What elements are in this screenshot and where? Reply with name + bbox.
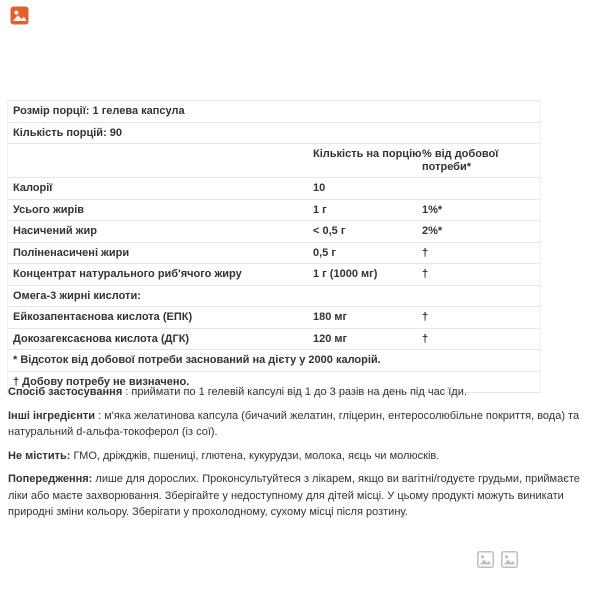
dv-column-header: % від добової потреби* (422, 148, 499, 173)
other-ingredients-label: Інші інгредієнти (8, 409, 96, 422)
footnote-daily-value: * Відсоток від добової потреби заснований на дієту у 2000 калорій. (8, 349, 540, 371)
table-row-omega3-heading: Омега-3 жирні кислоти: (8, 285, 540, 307)
directions-label: Спосіб застосування (8, 386, 123, 398)
warnings-label: Попередження: (8, 473, 93, 485)
product-info-text (8, 384, 584, 528)
table-row-fish-oil-concentrate: Концентрат натурального риб'ячого жиру 1 г (1000 мг) † (8, 263, 540, 285)
image-placeholder-icon (477, 551, 494, 568)
table-header-row (8, 143, 540, 177)
amount-column-header: Кількість на порцію (313, 148, 422, 160)
image-placeholder-icon (501, 551, 518, 568)
broken-image-placeholder-icon (10, 6, 29, 25)
serving-size-text: Розмір порції: 1 гелева капсула (13, 105, 185, 117)
free-of-paragraph: Не містить: ГМО, дріжджів, пшениці, глютена, кукурудзи, молока, яєць чи молюсків. (8, 449, 440, 462)
servings-per-container-text: Кількість порцій: 90 (13, 126, 123, 139)
free-of-label: Не містить: (8, 449, 71, 462)
image-placeholders (477, 551, 518, 568)
servings-per-container-row (8, 122, 540, 144)
footnote-dagger: † Добову потребу не визначено. (8, 371, 540, 393)
table-row-epa: Ейкозапентаєнова кислота (ЕПК) 180 мг † (8, 306, 540, 328)
supplement-facts-table (7, 100, 541, 393)
warnings-paragraph: Попередження: лише для дорослих. Проконсультуйтеся з лікарем, якщо ви вагітні/годуєте грудьми, приймаєте ліки або маєте захворювання. Зберігайте у недоступному для дітей місці. У цьому продукті можуть виникати природні зміни кольору. Зберігати у прохолодному, сухому місці після розтину. (8, 473, 580, 518)
directions-paragraph: Спосіб застосування : приймати по 1 гелевій капсулі від 1 до 3 разів на день під час їди. (8, 386, 467, 398)
table-row-dha: Докозагексаєнова кислота (ДГК) 120 мг † (8, 328, 540, 350)
table-row-total-fat: Усього жирів 1 г 1%* (8, 199, 540, 221)
table-row-calories: Калорії 10 (8, 177, 540, 199)
other-ingredients-paragraph: Інші інгредієнти : м'яка желатинова капсула (бичачий желатин, гліцерин, ентеросолюбільне покриття, вода) та натуральний d-альфа-токоферол (із сої). (8, 409, 580, 438)
table-row-saturated-fat: Насичений жир < 0,5 г 2%* (8, 220, 540, 242)
table-row-polyunsaturated-fat: Поліненасичені жири 0,5 г † (8, 242, 540, 264)
serving-size-row (8, 100, 540, 122)
